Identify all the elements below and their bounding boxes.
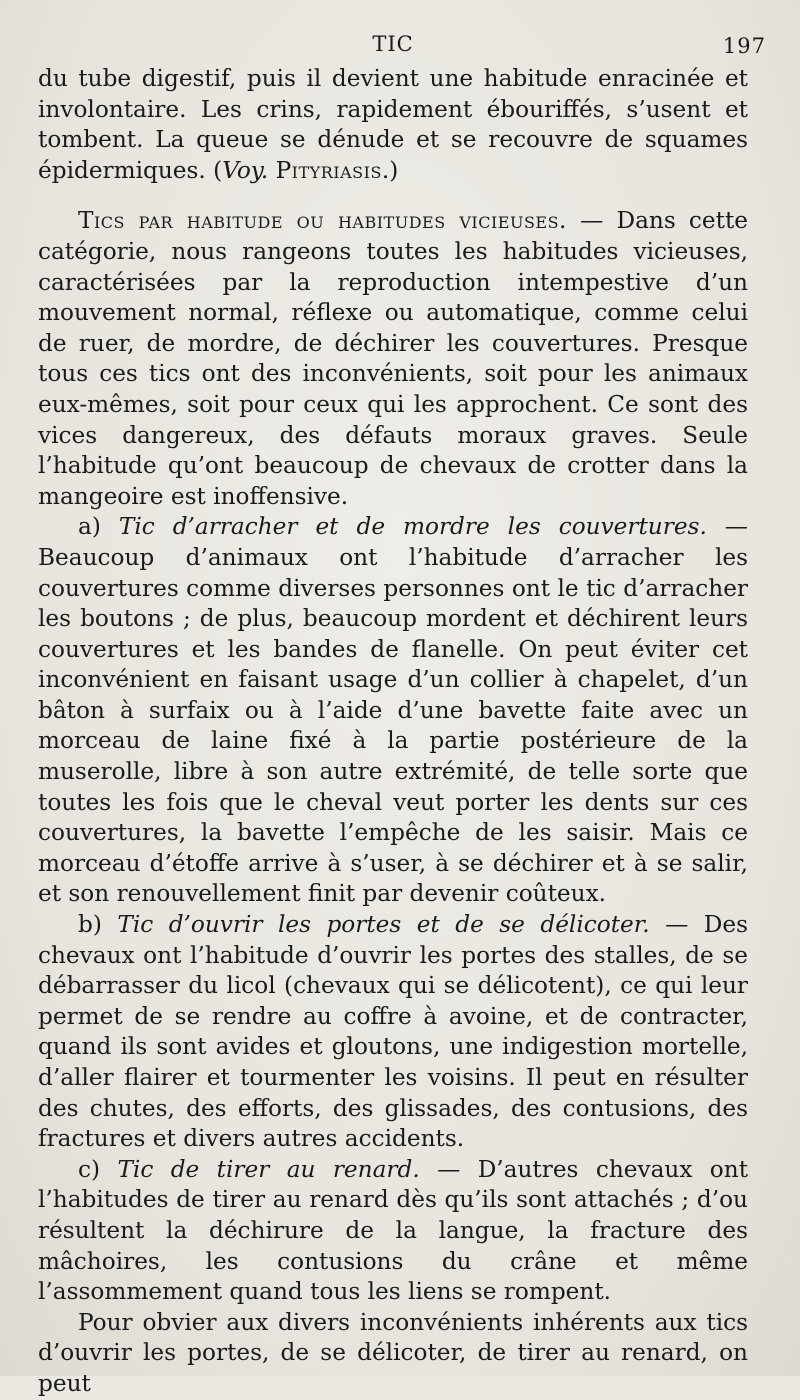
paragraph-text: Pour obvier aux divers inconvénients inhérents aux tics d’ouvrir les portes, de se délicoter, de tirer au renard, on peut: [38, 1308, 748, 1397]
subsection-heading: Tic d’ouvrir les portes et de se délicoter.: [117, 911, 650, 939]
paragraph-text: — Dans cette catégorie, nous rangeons toutes les habitudes vicieuses, caractérisées par la reproduction intempestive d’un mouvement normal, réflexe ou automatique, comme celui de ruer, de mordre, de déchirer les couvertures. Presque tous ces tics ont des inconvénients, soit pour les animaux eux-mêmes, soit pour ceux qui les approchent. Ce sont des vices dangereux, des défauts moraux graves. Seule l’habitude qu’ont beaucoup de chevaux de crotter dans la mangeoire est inoffensive.: [38, 207, 748, 510]
subsection-marker: b): [78, 911, 102, 939]
paragraph-text: du tube digestif, puis il devient une habitude enracinée et involontaire. Les crins, rapidement ébouriffés, s’usent et tombent. La queue se dénude et se recouvre de squames épidermiques. (: [38, 65, 748, 184]
see-reference-label: Voy.: [222, 156, 269, 184]
subsection-heading: Tic de tirer au renard.: [117, 1155, 420, 1183]
running-title: TIC: [372, 32, 414, 56]
subsection-paragraph-c: [38, 1155, 748, 1308]
subsection-paragraph-b: [38, 910, 748, 1155]
subsection-paragraph-a: [38, 512, 748, 910]
section-heading: Tics par habitude ou habitudes vicieuses.: [78, 207, 567, 235]
page-number: 197: [722, 34, 766, 58]
subsection-marker: a): [78, 513, 101, 541]
subsection-marker: c): [78, 1155, 101, 1183]
running-header: [38, 30, 766, 64]
paragraph-text: — Beaucoup d’animaux ont l’habitude d’arracher les couvertures comme diverses personnes ont le tic d’arracher les boutons ; de plus, beaucoup mordent et déchirent leurs couvertures et les bandes de flanelle. On peut éviter cet inconvénient en faisant usage d’un collier à chapelet, d’un bâton à surfaix ou à l’aide d’une bavette faite avec un morceau de laine fixé à la partie postérieure de la muserolle, libre à son autre extrémité, de telle sorte que toutes les fois que le cheval veut porter les dents sur ces couvertures, la bavette l’empêche de les saisir. Mais ce morceau d’étoffe arrive à s’user, à se déchirer et à se salir, et son renouvellement finit par devenir coûteux.: [38, 513, 748, 908]
closing-paragraph: [38, 1308, 748, 1400]
paragraph-continuation: [38, 64, 748, 186]
section-paragraph-tics-habitude: [38, 206, 748, 512]
paragraph-text: — D’autres chevaux ont l’habitudes de tirer au renard dès qu’ils sont attachés ; d’ou résultent la déchirure de la langue, la fracture des mâchoires, les contusions du crâne et même l’assommement quand tous les liens se rompent.: [38, 1155, 749, 1306]
section-gap: [38, 186, 748, 206]
subsection-heading: Tic d’arracher et de mordre les couvertures.: [118, 513, 707, 541]
cross-reference: Pityriasis: [275, 156, 382, 184]
paragraph-text: — Des chevaux ont l’habitude d’ouvrir les portes des stalles, de se débarrasser du licol (chevaux qui se délicotent), ce qui leur permet de se rendre au coffre à avoine, et de contracter, quand ils sont avides et gloutons, une indigestion mortelle, d’aller flairer et tourmenter les voisins. Il peut en résulter des chutes, des efforts, des glissades, des contusions, des fractures et divers autres accidents.: [38, 911, 748, 1153]
paragraph-text-end: .): [381, 156, 399, 184]
